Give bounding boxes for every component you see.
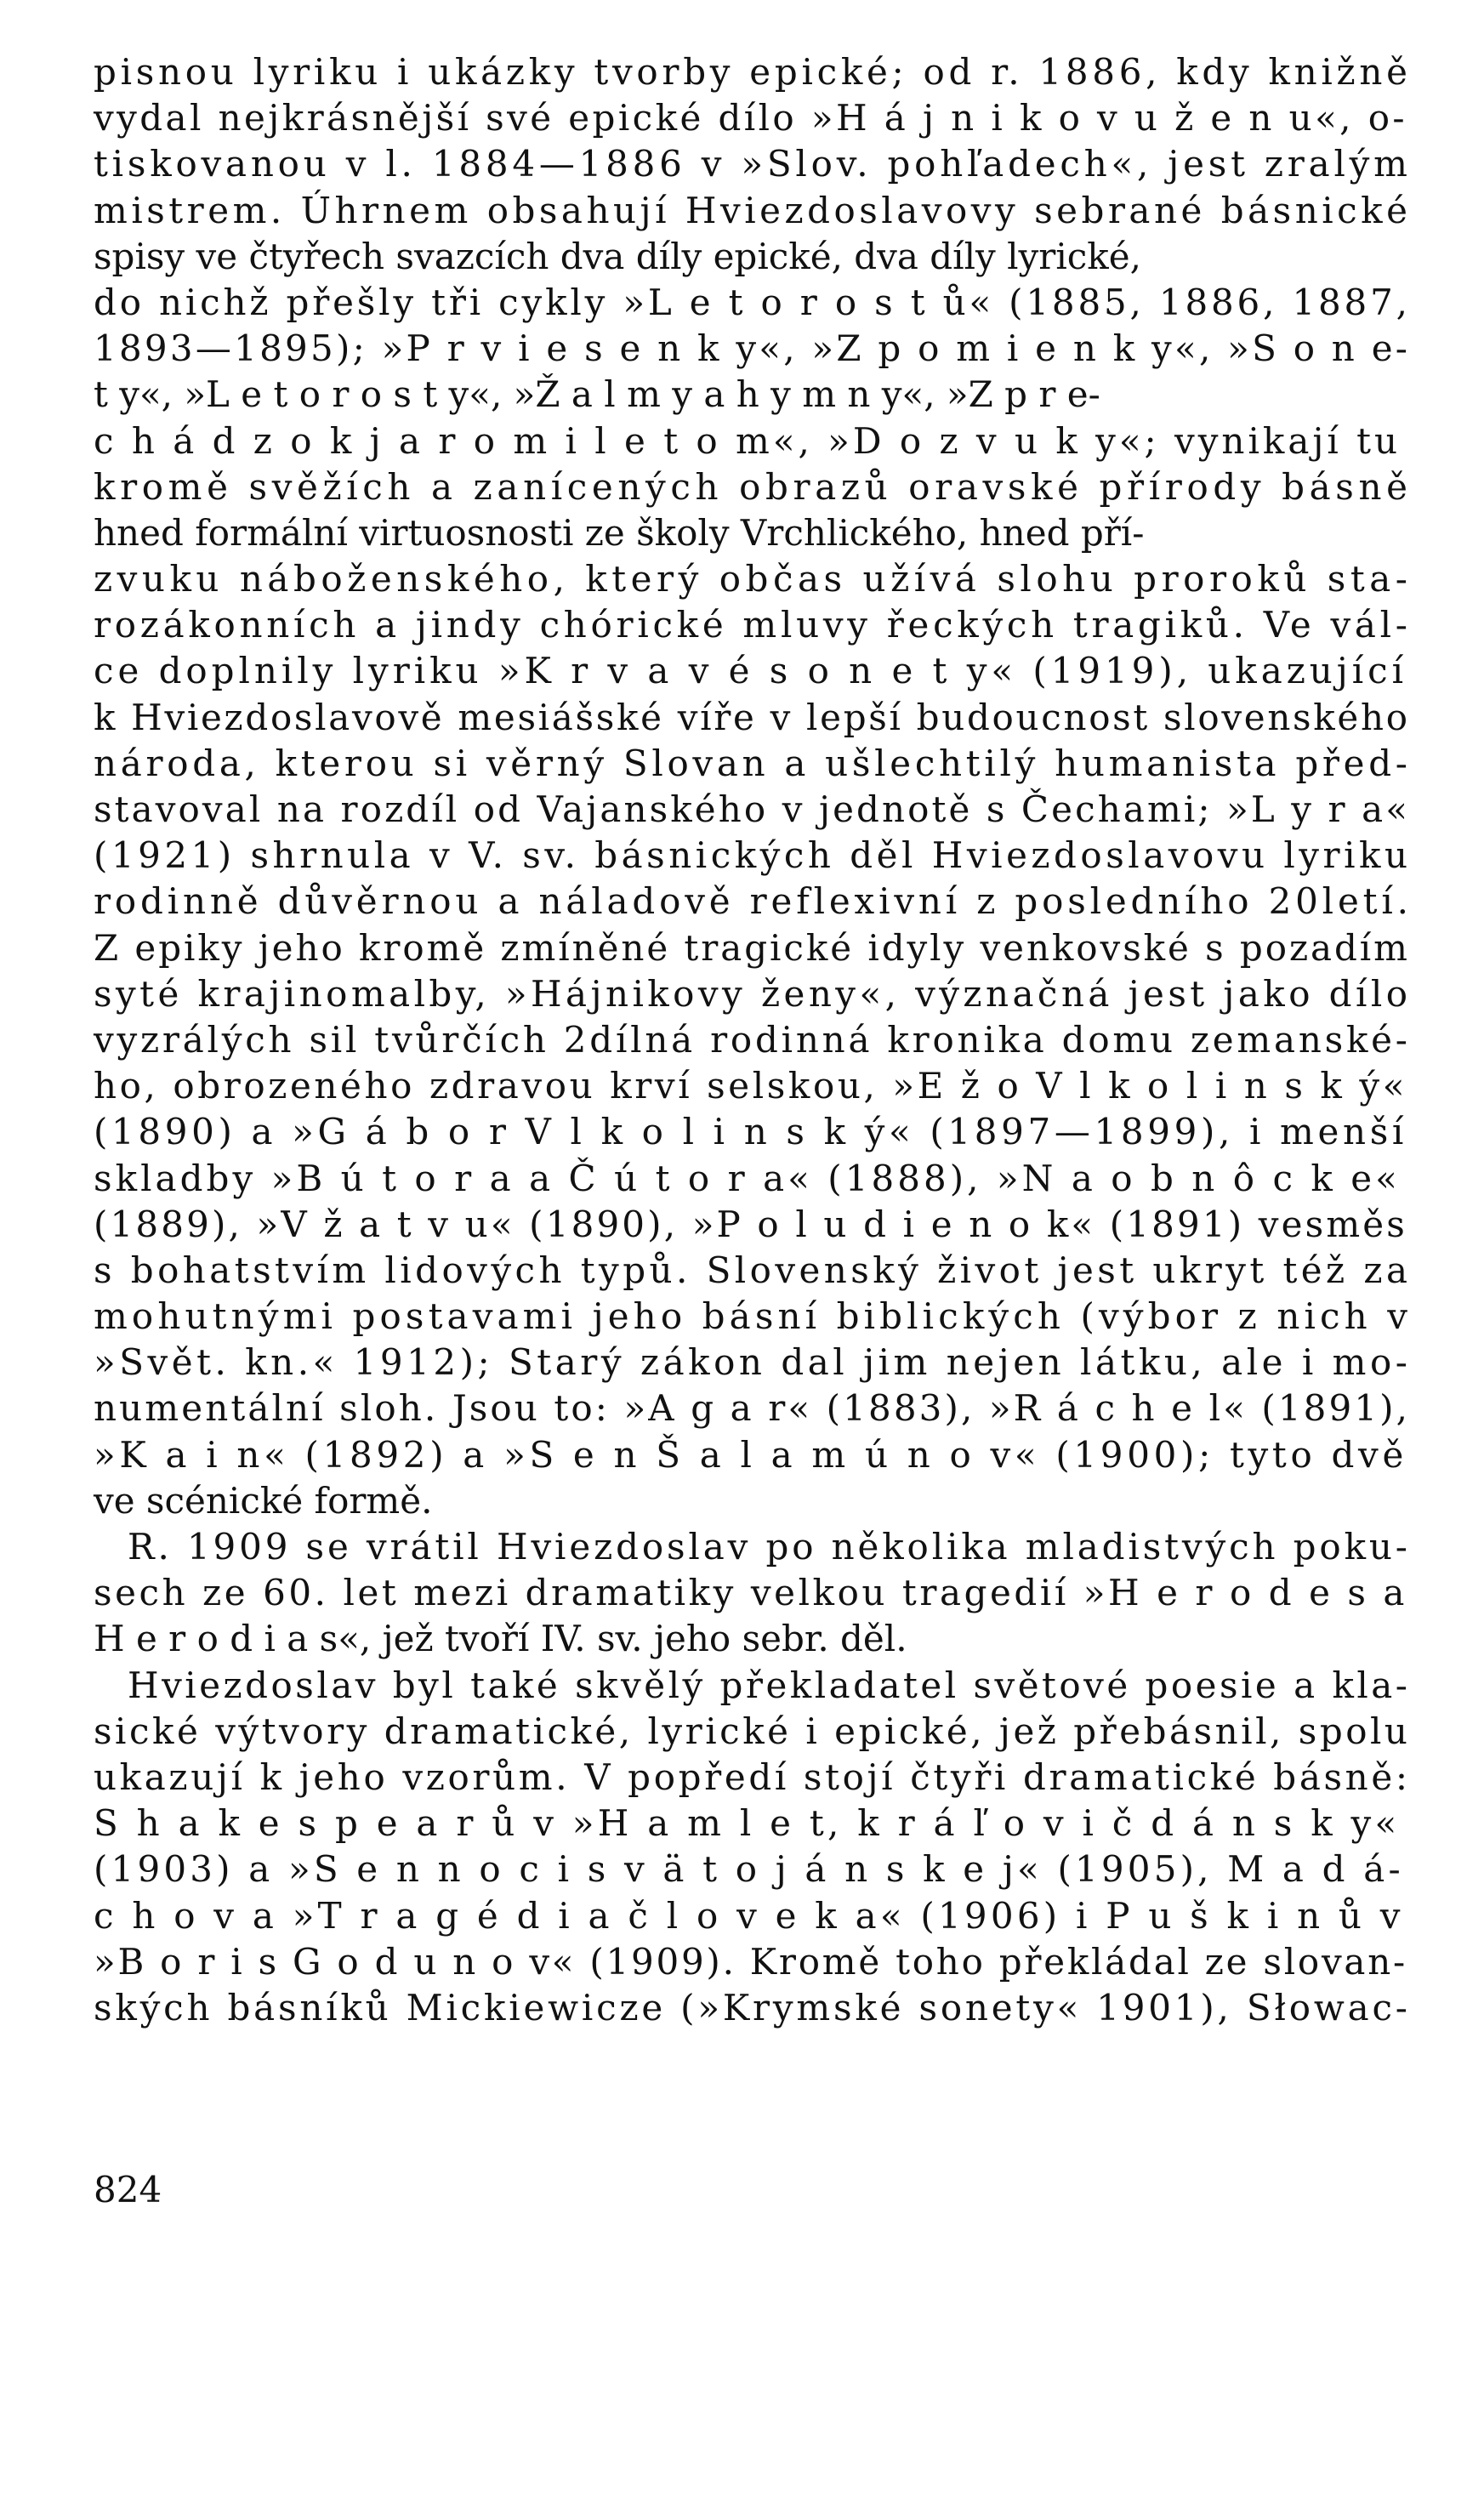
text-line: ho, obrozeného zdravou krví selskou, »E ž o V l k o l i n s k ý« [94,1065,1407,1107]
text-line: mistrem. Úhrnem obsahují Hviezdoslavovy sebrané básnické [94,189,1412,231]
text-line: ských básníků Mickiewicze (»Krymské sonety« 1901), Słowac- [94,1986,1411,2029]
text-line: c h o v a »T r a g é d i a č l o v e k a« (1906) i P u š k i n ů v [94,1894,1404,1937]
text-line: syté krajinomalby, »Hájnikovy ženy«, význačná jest jako dílo [94,972,1412,1015]
text-line: (1903) a »S e n n o c i s v ä t o j á n s k e j« (1905), M a d á- [94,1848,1404,1891]
page-number: 824 [94,2169,162,2211]
text-line: spisy ve čtyřech svazcích dva díly epické, dva díly lyrické, [94,235,1141,277]
text-line: S h a k e s p e a r ů v »H a m l e t, k r á ľ o v i č d á n s k y« [94,1802,1401,1845]
text-line: Z epiky jeho kromě zmíněné tragické idyly venkovské s pozadím [94,926,1410,969]
text-line: rozákonních a jindy chórické mluvy řeckých tragiků. Ve vál- [94,604,1412,646]
text-line: t y«, »L e t o r o s t y«, »Ž a l m y a h y m n y«, »Z p r e- [94,373,1100,416]
text-line: ve scénické formě. [94,1479,433,1522]
text-column [94,49,1413,2031]
paragraph-start-line: R. 1909 se vrátil Hviezdoslav po několika mladistvých poku- [128,1526,1411,1568]
text-line: (1921) shrnula v V. sv. básnických děl Hviezdoslavovu lyriku [94,834,1412,877]
text-line: (1889), »V ž a t v u« (1890), »P o l u d i e n o k« (1891) vesměs [94,1203,1407,1245]
text-line: skladby »B ú t o r a a Č ú t o r a« (1888), »N a o b n ô c k e« [94,1157,1401,1199]
text-line: stavoval na rozdíl od Vajanského v jednotě s Čechami; »L y r a« [94,788,1411,830]
text-line: »K a i n« (1892) a »S e n Š a l a m ú n o v« (1900); tyto dvě [94,1433,1407,1476]
text-line: pisnou lyriku i ukázky tvorby epické; od r. 1886, kdy knižně [94,51,1412,93]
text-line: zvuku náboženského, který občas užívá slohu proroků sta- [94,558,1413,600]
text-line: rodinně důvěrnou a náladově reflexivní z posledního 20letí. [94,880,1413,923]
text-line: k Hviezdoslavově mesiášské víře v lepší budoucnost slovenského [94,696,1410,738]
text-line: H e r o d i a s«, jež tvoří IV. sv. jeho sebr. děl. [94,1618,907,1660]
text-line: ukazují k jeho vzorům. V popředí stojí čtyři dramatické básně: [94,1755,1411,1798]
text-line: mohutnými postavami jeho básní biblických (výbor z nich v [94,1295,1413,1338]
paragraph-start-line: Hviezdoslav byl také skvělý překladatel světové poesie a kla- [128,1664,1411,1706]
text-line: numentální sloh. Jsou to: »A g a r« (1883), »R á c h e l« (1891), [94,1387,1411,1430]
text-line: ce doplnily lyriku »K r v a v é s o n e t y« (1919), ukazující [94,650,1407,692]
text-line: tiskovanou v l. 1884—1886 v »Slov. pohľadech«, jest zralým [94,143,1412,185]
text-line: hned formální virtuosnosti ze školy Vrchlického, hned pří- [94,511,1145,554]
text-line: »B o r i s G o d u n o v« (1909). Kromě toho překládal ze slovan- [94,1940,1407,1983]
text-line: sech ze 60. let mezi dramatiky velkou tragedií »H e r o d e s a [94,1572,1407,1614]
text-line: národa, kterou si věrný Slovan a ušlechtilý humanista před- [94,742,1412,784]
text-line: vyzrálých sil tvůrčích 2dílná rodinná kronika domu zemanské- [94,1018,1411,1061]
text-line: kromě svěžích a zanícených obrazů oravské přírody básně [94,465,1413,508]
text-line: s bohatstvím lidových typů. Slovenský život jest ukryt též za [94,1249,1412,1291]
text-line: do nichž přešly tři cykly »L e t o r o s t ů« (1885, 1886, 1887, [94,281,1411,323]
text-line: (1890) a »G á b o r V l k o l i n s k ý« (1897—1899), i menší [94,1111,1407,1153]
text-line: vydal nejkrásnější své epické dílo »H á j n i k o v u ž e n u«, o- [94,97,1407,139]
text-line: »Svět. kn.« 1912); Starý zákon dal jim nejen látku, ale i mo- [94,1341,1412,1384]
text-line: sické výtvory dramatické, lyrické i epické, jež přebásnil, spolu [94,1710,1411,1752]
text-line: c h á d z o k j a r o m i l e t o m«, »D o z v u k y«; vynikají tu [94,419,1402,462]
text-line: 1893—1895); »P r v i e s e n k y«, »Z p o m i e n k y«, »S o n e- [94,327,1411,370]
